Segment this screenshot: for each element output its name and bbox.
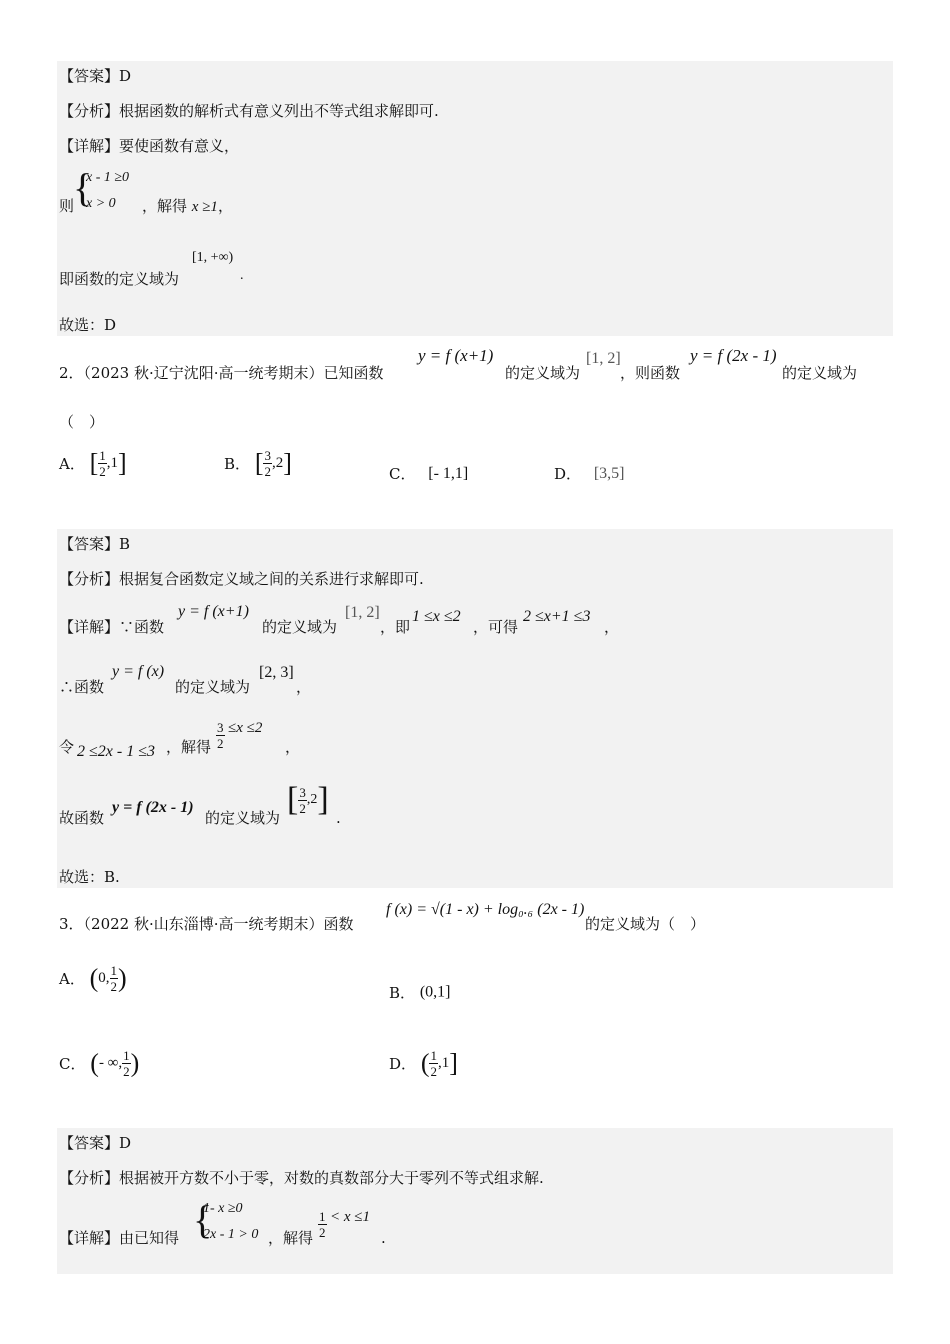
q3-sys-line2: 2x - 1 > 0 bbox=[203, 1227, 259, 1242]
q2-option-a[interactable] bbox=[59, 448, 127, 479]
q2-d2-b: 的定义域为 bbox=[175, 678, 251, 696]
q1-answer: 【答案】D bbox=[59, 67, 132, 85]
q2-option-b-frac: $\frac{3}{2}$ bbox=[264, 448, 271, 479]
q2-option-a-rest: ,1 bbox=[106, 455, 119, 471]
q1-solve-expr: x ≥1 bbox=[191, 199, 218, 215]
q2-option-c-expr: [- 1,1] bbox=[428, 464, 469, 482]
q2-d4-c: . bbox=[336, 809, 341, 827]
q3-option-a-label: A． bbox=[59, 970, 85, 988]
q3-answer: 【答案】D bbox=[59, 1134, 132, 1152]
q2-d1-b: 的定义域为 bbox=[262, 618, 338, 636]
q3-result bbox=[318, 1209, 370, 1240]
q3-detail-b: ，解得 bbox=[268, 1229, 314, 1247]
q2-d3-frac-wrap bbox=[216, 720, 262, 751]
q2-d4-interval bbox=[287, 781, 329, 819]
q3-option-d-lparen: ( bbox=[420, 1048, 430, 1078]
q2-d3-frac: $\frac{3}{2}$ bbox=[217, 720, 224, 751]
q2-option-b-rest: ,2 bbox=[271, 455, 284, 471]
q2-stem-c: ，则函数 bbox=[620, 364, 681, 382]
q1-solve-line bbox=[142, 196, 233, 217]
q3-option-b[interactable] bbox=[389, 982, 450, 1003]
q2-f2: y = f (2x - 1) bbox=[690, 346, 777, 365]
q1-domain-text: 即函数的定义域为 bbox=[59, 270, 180, 288]
q2-detail-4: 故函数 bbox=[59, 809, 105, 827]
q3-analysis: 【分析】根据被开方数不小于零，对数的真数部分大于零列不等式组求解. bbox=[59, 1169, 544, 1187]
q3-option-a-rparen: ) bbox=[118, 963, 127, 993]
q1-brace: { bbox=[73, 165, 93, 210]
q3-detail-a: 【详解】由已知得 bbox=[59, 1229, 180, 1247]
q1-ze: 则 bbox=[59, 197, 75, 215]
q2-d3-rest: ≤x ≤2 bbox=[228, 720, 263, 736]
q2-d2-f: y = f (x) bbox=[112, 663, 165, 680]
q2-d1-c: ，即 bbox=[380, 618, 411, 636]
q3-stem-b: 的定义域为（ ） bbox=[585, 915, 706, 933]
q3-func: f (x) = √(1 - x) + log₀.₆ (2x - 1) bbox=[386, 901, 585, 918]
q2-paren: （ ） bbox=[59, 413, 105, 431]
q2-d3-ineq: 2 ≤2x - 1 ≤3 bbox=[77, 743, 155, 760]
q1-domain-expr: [1, +∞) bbox=[192, 250, 234, 265]
q3-option-c-pre: - ∞, bbox=[98, 1055, 123, 1071]
q3-option-d-frac: $\frac{1}{2}$ bbox=[430, 1048, 437, 1079]
q3-result-frac: $\frac{1}{2}$ bbox=[319, 1209, 326, 1240]
q2-detail-1: 【详解】∵函数 bbox=[59, 618, 165, 636]
q1-sys-line2: x > 0 bbox=[86, 196, 116, 211]
q2-d1-d: ，可得 bbox=[473, 618, 519, 636]
q2-d4-lbracket: [ bbox=[287, 781, 299, 818]
q2-option-a-label: A． bbox=[59, 455, 85, 473]
q3-option-c-lparen: ( bbox=[90, 1048, 99, 1078]
q3-option-c[interactable] bbox=[59, 1048, 139, 1079]
q3-option-c-frac: $\frac{1}{2}$ bbox=[123, 1048, 130, 1079]
q3-option-c-label: C． bbox=[59, 1055, 86, 1073]
q3-option-c-rparen: ) bbox=[130, 1048, 140, 1078]
q2-option-b[interactable] bbox=[224, 448, 292, 479]
q2-analysis: 【分析】根据复合函数定义域之间的关系进行求解即可. bbox=[59, 570, 424, 588]
q3-sys-line1: 1- x ≥0 bbox=[203, 1201, 243, 1216]
q2-d4-f: y = f (2x - 1) bbox=[112, 799, 194, 816]
q2-int1: [1, 2] bbox=[586, 350, 621, 367]
q1-detail-intro: 【详解】要使函数有意义， bbox=[59, 137, 240, 155]
q2-option-a-lbracket: [ bbox=[89, 448, 99, 478]
q2-d4-rbracket: ] bbox=[317, 781, 329, 818]
q2-option-c-label: C． bbox=[389, 465, 416, 483]
q3-result-rest: < x ≤1 bbox=[330, 1209, 371, 1225]
q1-analysis: 【分析】根据函数的解析式有意义列出不等式组求解即可. bbox=[59, 102, 439, 120]
q3-option-d-label: D． bbox=[389, 1055, 417, 1073]
q3-option-b-expr: (0,1] bbox=[419, 983, 451, 1001]
q2-option-b-lbracket: [ bbox=[254, 448, 264, 478]
q2-d1-ineq2: 2 ≤x+1 ≤3 bbox=[523, 608, 591, 625]
q3-option-d-rbracket: ] bbox=[449, 1048, 458, 1078]
q2-choose: 故选：B. bbox=[59, 868, 120, 886]
q2-d4-b: 的定义域为 bbox=[205, 809, 281, 827]
q3-option-a-frac: $\frac{1}{2}$ bbox=[110, 963, 118, 994]
q2-stem-b: 的定义域为 bbox=[505, 364, 581, 382]
q1-solve-text: ，解得 bbox=[142, 197, 188, 215]
q2-option-b-rbracket: ] bbox=[283, 448, 292, 478]
q3-stem-a: 3．（2022 秋·山东淄博·高一统考期末）函数 bbox=[59, 915, 354, 933]
q2-d1-f: y = f (x+1) bbox=[178, 603, 249, 620]
q2-option-b-label: B． bbox=[224, 455, 251, 473]
q2-d3-b: ，解得 bbox=[166, 738, 212, 756]
q2-d1-ineq: 1 ≤x ≤2 bbox=[412, 608, 461, 625]
q2-option-d[interactable] bbox=[554, 463, 624, 484]
q2-d1-int: [1, 2] bbox=[345, 604, 380, 621]
q2-option-a-rbracket: ] bbox=[118, 448, 127, 478]
q2-d3-c: ， bbox=[285, 738, 301, 756]
q2-detail-3: 令 bbox=[59, 738, 75, 756]
q2-d2-int: [2, 3] bbox=[259, 664, 294, 681]
q2-d2-c: ， bbox=[296, 678, 312, 696]
q3-solution-block bbox=[57, 1128, 893, 1274]
q2-answer: 【答案】B bbox=[59, 535, 131, 553]
q2-d4-rest: ,2 bbox=[306, 792, 318, 807]
q3-option-d[interactable] bbox=[389, 1048, 458, 1079]
q2-stem-a: 2．（2023 秋·辽宁沈阳·高一统考期末）已知函数 bbox=[59, 364, 384, 382]
q2-option-d-expr: [3,5] bbox=[593, 464, 625, 482]
q1-solve-comma: ， bbox=[217, 197, 233, 215]
q2-detail-2: ∴函数 bbox=[59, 678, 105, 696]
q3-option-a-lparen: ( bbox=[89, 963, 99, 993]
q1-domain-period: . bbox=[240, 268, 244, 283]
q3-option-a[interactable] bbox=[59, 963, 127, 994]
q1-choose: 故选：D bbox=[59, 316, 117, 334]
q3-option-a-pre: 0, bbox=[98, 970, 110, 986]
q2-option-c[interactable] bbox=[389, 463, 468, 484]
q2-d1-e: ， bbox=[604, 618, 620, 636]
q2-d4-frac: $\frac{3}{2}$ bbox=[299, 784, 306, 816]
q2-stem-d: 的定义域为 bbox=[782, 364, 858, 382]
q2-f1: y = f (x+1) bbox=[418, 346, 494, 365]
q2-option-a-frac: $\frac{1}{2}$ bbox=[99, 448, 106, 479]
q2-option-d-label: D． bbox=[554, 465, 582, 483]
q3-option-b-label: B． bbox=[389, 984, 416, 1002]
q3-period: . bbox=[381, 1229, 386, 1247]
q3-option-d-rest: ,1 bbox=[437, 1055, 450, 1071]
q3-brace: { bbox=[193, 1197, 213, 1242]
q1-sys-line1: x - 1 ≥0 bbox=[86, 170, 130, 185]
